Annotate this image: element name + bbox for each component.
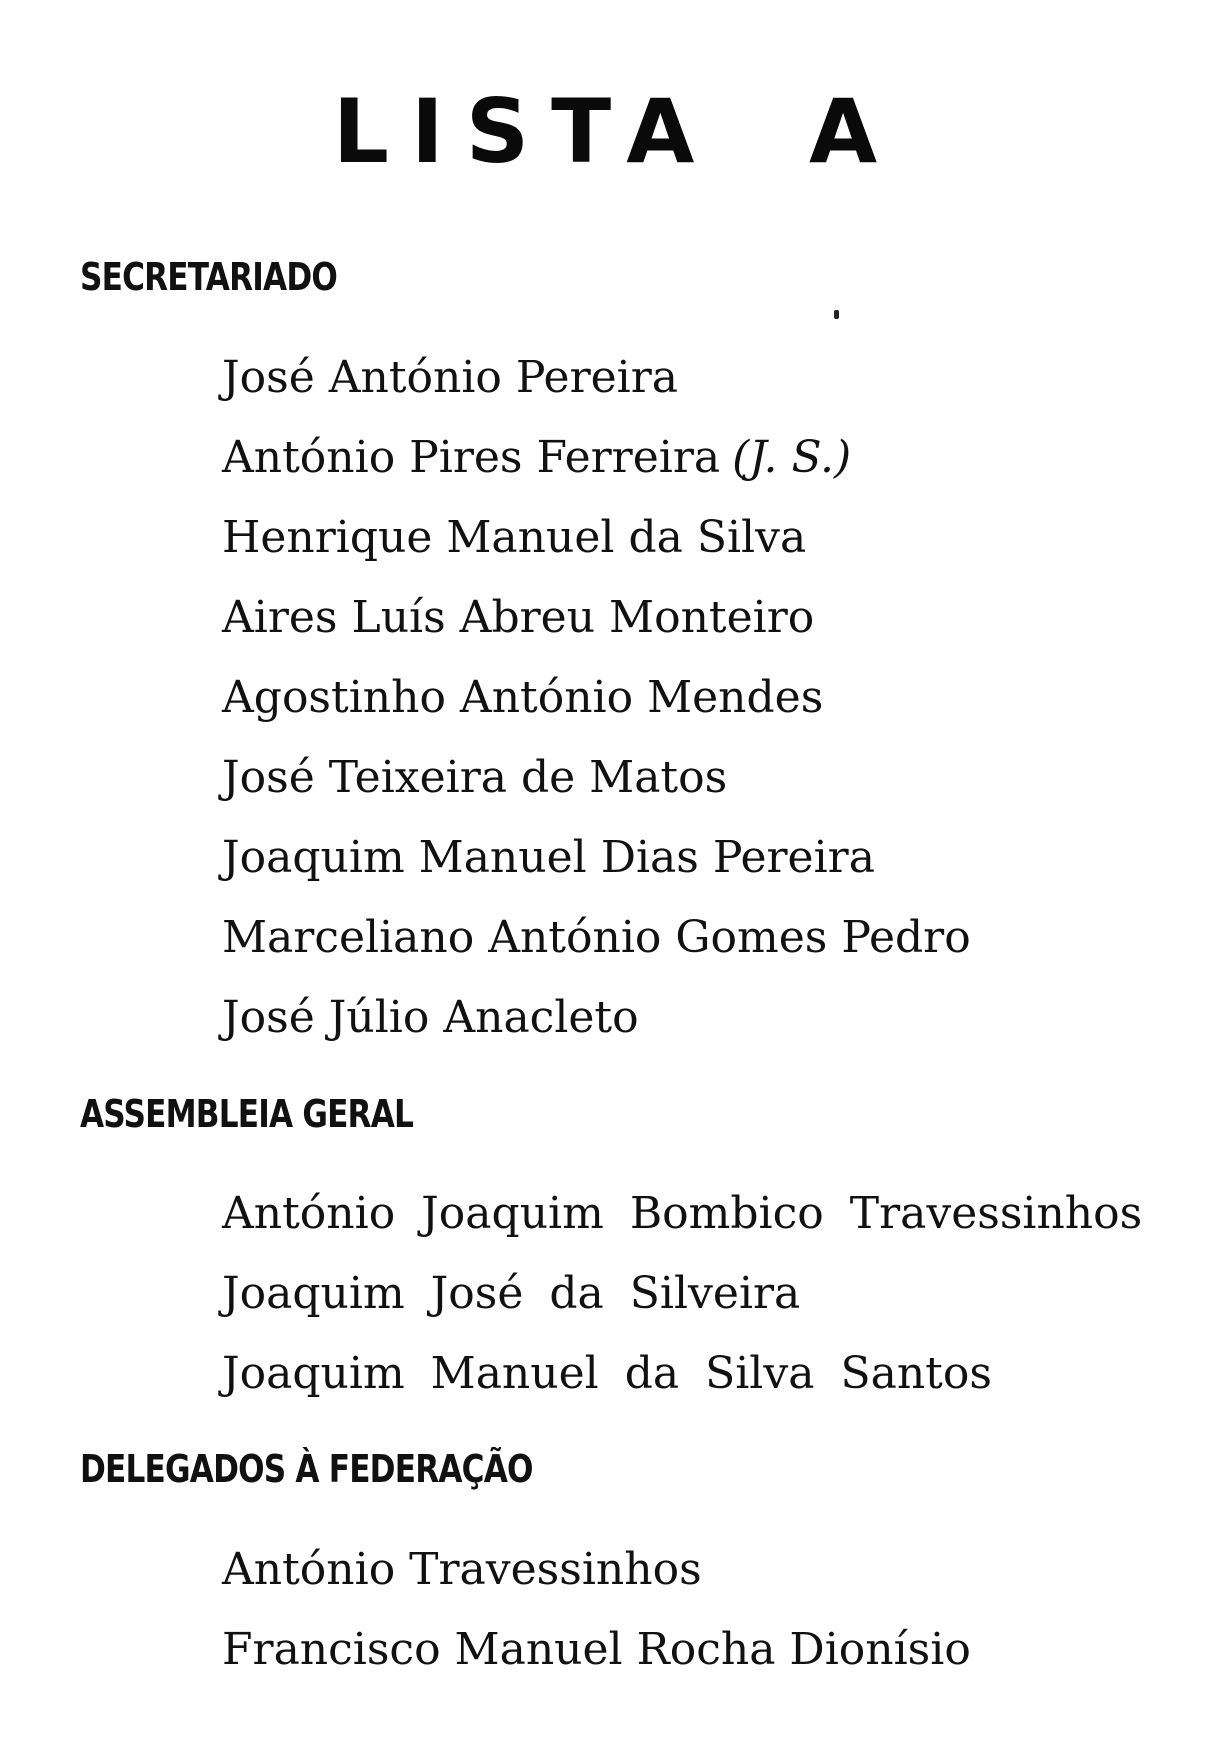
member-name: Agostinho António Mendes bbox=[222, 672, 824, 723]
member-name: Aires Luís Abreu Monteiro bbox=[222, 592, 815, 643]
list-item bbox=[222, 352, 971, 436]
page-title: LISTA A bbox=[332, 80, 900, 183]
list-item bbox=[222, 752, 971, 836]
list-item bbox=[222, 432, 971, 516]
list-item bbox=[222, 1188, 1143, 1272]
secretariado-list bbox=[222, 352, 971, 1076]
member-name: Francisco Manuel Rocha Dionísio bbox=[222, 1624, 971, 1675]
member-name: Joaquim Manuel Dias Pereira bbox=[222, 832, 875, 883]
print-speck bbox=[834, 310, 839, 319]
list-item bbox=[222, 1624, 971, 1708]
member-note: (J. S.) bbox=[732, 432, 852, 483]
member-name: António Travessinhos bbox=[222, 1544, 702, 1595]
list-item bbox=[222, 832, 971, 916]
list-item bbox=[222, 1348, 1142, 1432]
list-item bbox=[222, 592, 971, 676]
list-item bbox=[222, 992, 971, 1076]
member-name: José Teixeira de Matos bbox=[222, 752, 728, 803]
member-name: José Júlio Anacleto bbox=[222, 992, 639, 1043]
member-name: Joaquim José da Silveira bbox=[222, 1268, 801, 1319]
member-name: António Pires Ferreira bbox=[222, 432, 721, 483]
section-heading-secretariado: SECRETARIADO bbox=[80, 255, 338, 299]
list-item bbox=[222, 672, 971, 756]
section-heading-delegados: DELEGADOS À FEDERAÇÃO bbox=[80, 1447, 533, 1491]
list-item bbox=[222, 1544, 971, 1628]
member-name: José António Pereira bbox=[222, 352, 678, 403]
delegados-list bbox=[222, 1544, 971, 1708]
assembleia-geral-list bbox=[222, 1188, 1143, 1432]
member-name: António Joaquim Bombico Travessinhos bbox=[222, 1188, 1143, 1239]
member-name: Joaquim Manuel da Silva Santos bbox=[222, 1348, 992, 1399]
member-name: Marceliano António Gomes Pedro bbox=[222, 912, 971, 963]
list-item bbox=[222, 912, 971, 996]
list-item bbox=[222, 1268, 1142, 1352]
list-item bbox=[222, 512, 971, 596]
member-name: Henrique Manuel da Silva bbox=[222, 512, 807, 563]
section-heading-assembleia-geral: ASSEMBLEIA GERAL bbox=[80, 1092, 414, 1136]
